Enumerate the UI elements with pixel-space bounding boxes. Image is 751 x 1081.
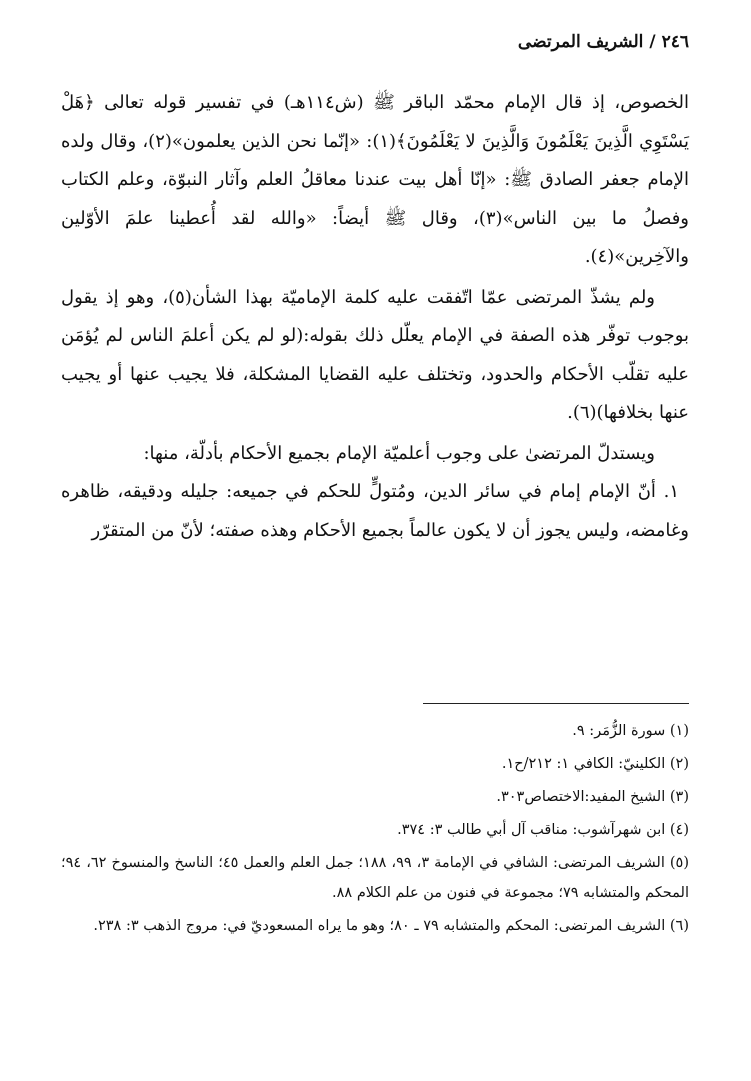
main-text (61, 84, 689, 550)
footnote: (٥) الشريف المرتضى: الشافي في الإمامة ٣، ٩٩، ١٨٨؛ جمل العلم والعمل ٤٥؛ الناسخ والمنسوخ ٦٢، ٩٤؛ المحكم والمتشابه ٧٩؛ مجموعة في فنون من علم الكلام ٨٨. (61, 855, 689, 901)
footnote: (٤) ابن شهرآشوب: مناقب آل أبي طالب ٣: ٣٧٤. (397, 822, 689, 838)
body-paragraph: ولم يشذّ المرتضى عمّا اتّفقت عليه كلمة الإماميّة بهذا الشأن(٥)، وهو إذ يقول بوجوب توفّر هذه الصفة في الإمام يعلّل ذلك بقوله:(لو لم يكن أعلمَ الناس لم يُؤمَن عليه تقلّب الأحكام والحدود، وتختلف عليه القضايا المشكلة، فلا يجيب عنها أو يجيب عنها بخلافها)(٦). (61, 286, 689, 423)
page-number: ٢٤٦ (661, 32, 689, 52)
body-paragraph: ١. أنّ الإمام إمام في سائر الدين، ومُتولٍّ للحكم في جميعه: جليله ودقيقه، ظاهره وغامضه، وليس يجوز أن لا يكون عالماً بجميع الأحكام وهذه صفته؛ لأنّ من المتقرّر (61, 481, 689, 541)
footnote: (٢) الكلينيّ: الكافي ١: ٢١٢/ح١. (501, 756, 689, 772)
body-paragraph: الخصوص، إذ قال الإمام محمّد الباقر ﷺ (ش١١٤هـ) في تفسير قوله تعالى ﴿هَلْ يَسْتَوِي الَّذِينَ يَعْلَمُونَ وَالَّذِينَ لا يَعْلَمُونَ﴾(١): «إنّما نحن الذين يعلمون»(٢)، وقال ولده الإمام جعفر الصادق ﷺ: «إنّا أهل بيت عندنا معاقلُ العلم وآثار النبوّة، وعلم الكتاب وفصلُ ما بين الناس»(٣)، وقال ﷺ أيضاً: «والله لقد أُعطينا علمَ الأوّلين والآخِرين»(٤). (61, 92, 690, 267)
header-separator: / (649, 32, 656, 52)
body-paragraph: ويستدلّ المرتضىٰ على وجوب أعلميّة الإمام بجميع الأحكام بأدلّة، منها: (143, 442, 655, 464)
footnote-divider (423, 703, 689, 704)
footnotes (61, 716, 689, 944)
footnote: (٣) الشيخ المفيد:الاختصاص٣٠٣. (496, 789, 689, 805)
footnote: (٦) الشريف المرتضى: المحكم والمتشابه ٧٩ ـ ٨٠؛ وهو ما يراه المسعوديّ في: مروج الذهب ٣: ٢٣٨. (93, 918, 689, 934)
running-title: الشريف المرتضى (517, 32, 644, 52)
running-header (518, 32, 689, 52)
footnote: (١) سورة الزُّمَر: ٩. (572, 723, 689, 739)
